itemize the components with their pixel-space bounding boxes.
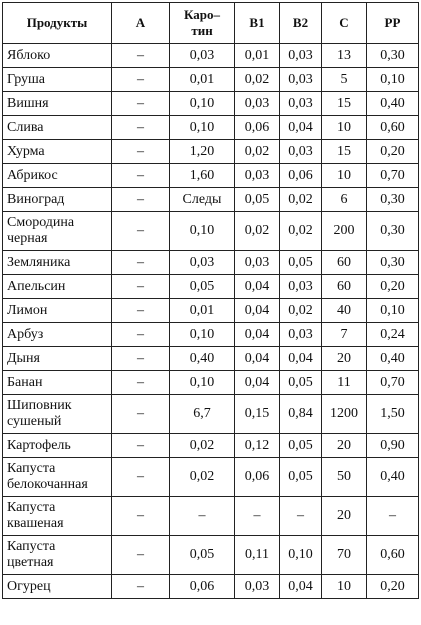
b1-value: 0,05 [235, 188, 280, 212]
table-row [3, 188, 419, 212]
b1-value: 0,04 [235, 323, 280, 347]
product-name: Слива [3, 116, 112, 140]
b1-value: 0,03 [235, 164, 280, 188]
carotene-value: 0,10 [170, 371, 235, 395]
b1-value: 0,06 [235, 116, 280, 140]
b1-value: 0,02 [235, 140, 280, 164]
table-row [3, 92, 419, 116]
b2-value: 0,04 [280, 575, 322, 599]
b2-value: 0,06 [280, 164, 322, 188]
table-body [3, 44, 419, 599]
b1-value: 0,04 [235, 299, 280, 323]
b2-value: 0,03 [280, 323, 322, 347]
vitamin-a-value: – [112, 371, 170, 395]
pp-value: 0,30 [367, 44, 419, 68]
product-name: Лимон [3, 299, 112, 323]
header-vitamin-a: А [112, 3, 170, 44]
c-value: 10 [322, 575, 367, 599]
table-row [3, 116, 419, 140]
carotene-value: 0,10 [170, 92, 235, 116]
b1-value: 0,03 [235, 575, 280, 599]
pp-value: 0,40 [367, 92, 419, 116]
b2-value: 0,04 [280, 347, 322, 371]
product-name: Дыня [3, 347, 112, 371]
pp-value: 0,70 [367, 164, 419, 188]
c-value: 200 [322, 212, 367, 251]
product-name: Огурец [3, 575, 112, 599]
table-row [3, 68, 419, 92]
carotene-value: 0,01 [170, 68, 235, 92]
carotene-value: 6,7 [170, 395, 235, 434]
product-name: Груша [3, 68, 112, 92]
header-vitamin-c: С [322, 3, 367, 44]
b1-value: 0,15 [235, 395, 280, 434]
b2-value: 0,03 [280, 92, 322, 116]
c-value: 5 [322, 68, 367, 92]
b2-value: 0,05 [280, 434, 322, 458]
carotene-value: 0,10 [170, 116, 235, 140]
table-row [3, 212, 419, 251]
table-row [3, 371, 419, 395]
carotene-value: 0,02 [170, 458, 235, 497]
table-row [3, 536, 419, 575]
pp-value: 0,40 [367, 458, 419, 497]
vitamin-a-value: – [112, 575, 170, 599]
vitamin-a-value: – [112, 434, 170, 458]
pp-value: 0,20 [367, 275, 419, 299]
vitamin-a-value: – [112, 92, 170, 116]
pp-value: 0,40 [367, 347, 419, 371]
b1-value: 0,11 [235, 536, 280, 575]
vitamin-a-value: – [112, 116, 170, 140]
vitamin-a-value: – [112, 44, 170, 68]
b2-value: 0,05 [280, 251, 322, 275]
b2-value: 0,02 [280, 212, 322, 251]
pp-value: 0,30 [367, 251, 419, 275]
vitamin-a-value: – [112, 458, 170, 497]
product-name: Картофель [3, 434, 112, 458]
vitamin-a-value: – [112, 323, 170, 347]
carotene-value: 0,03 [170, 44, 235, 68]
product-name: Капуста квашеная [3, 497, 112, 536]
c-value: 40 [322, 299, 367, 323]
b2-value: 0,02 [280, 188, 322, 212]
c-value: 50 [322, 458, 367, 497]
vitamin-a-value: – [112, 299, 170, 323]
product-name: Земляника [3, 251, 112, 275]
carotene-value: 0,10 [170, 212, 235, 251]
pp-value: 0,10 [367, 68, 419, 92]
pp-value: 0,60 [367, 116, 419, 140]
header-vitamin-pp: РР [367, 3, 419, 44]
table-row [3, 323, 419, 347]
b2-value: 0,05 [280, 458, 322, 497]
b1-value: 0,03 [235, 92, 280, 116]
vitamin-a-value: – [112, 395, 170, 434]
b2-value: 0,10 [280, 536, 322, 575]
carotene-value: 0,05 [170, 275, 235, 299]
product-name: Капуста цветная [3, 536, 112, 575]
table-row [3, 275, 419, 299]
header-vitamin-b1: B1 [235, 3, 280, 44]
c-value: 60 [322, 275, 367, 299]
c-value: 70 [322, 536, 367, 575]
c-value: 13 [322, 44, 367, 68]
table-row [3, 164, 419, 188]
table-row [3, 434, 419, 458]
vitamin-a-value: – [112, 536, 170, 575]
c-value: 1200 [322, 395, 367, 434]
vitamin-a-value: – [112, 140, 170, 164]
table-row [3, 575, 419, 599]
table-row [3, 458, 419, 497]
product-name: Абрикос [3, 164, 112, 188]
pp-value: 0,70 [367, 371, 419, 395]
product-name: Смородина черная [3, 212, 112, 251]
carotene-value: 0,01 [170, 299, 235, 323]
pp-value: 0,30 [367, 212, 419, 251]
b1-value: 0,03 [235, 251, 280, 275]
pp-value: 0,20 [367, 575, 419, 599]
b2-value: 0,84 [280, 395, 322, 434]
pp-value: 0,30 [367, 188, 419, 212]
b1-value: 0,04 [235, 347, 280, 371]
carotene-value: 0,05 [170, 536, 235, 575]
product-name: Банан [3, 371, 112, 395]
header-products: Продукты [3, 3, 112, 44]
vitamin-a-value: – [112, 251, 170, 275]
c-value: 20 [322, 497, 367, 536]
product-name: Яблоко [3, 44, 112, 68]
product-name: Капуста белокочанная [3, 458, 112, 497]
carotene-value: 0,06 [170, 575, 235, 599]
product-name: Шиповник сушеный [3, 395, 112, 434]
product-name: Апельсин [3, 275, 112, 299]
carotene-value: 0,40 [170, 347, 235, 371]
table-row [3, 395, 419, 434]
b2-value: 0,05 [280, 371, 322, 395]
table-row [3, 347, 419, 371]
b2-value: – [280, 497, 322, 536]
header-row [3, 3, 419, 44]
table-row [3, 299, 419, 323]
b1-value: 0,12 [235, 434, 280, 458]
c-value: 20 [322, 434, 367, 458]
c-value: 6 [322, 188, 367, 212]
vitamin-a-value: – [112, 347, 170, 371]
table-row [3, 497, 419, 536]
vitamin-a-value: – [112, 275, 170, 299]
carotene-value: 0,02 [170, 434, 235, 458]
product-name: Виноград [3, 188, 112, 212]
carotene-value: 1,20 [170, 140, 235, 164]
pp-value: 0,90 [367, 434, 419, 458]
c-value: 60 [322, 251, 367, 275]
c-value: 7 [322, 323, 367, 347]
c-value: 11 [322, 371, 367, 395]
vitamin-table [2, 2, 419, 599]
carotene-value: 0,10 [170, 323, 235, 347]
pp-value: 0,20 [367, 140, 419, 164]
pp-value: 0,24 [367, 323, 419, 347]
c-value: 15 [322, 140, 367, 164]
product-name: Хурма [3, 140, 112, 164]
b1-value: – [235, 497, 280, 536]
vitamin-a-value: – [112, 68, 170, 92]
header-vitamin-b2: B2 [280, 3, 322, 44]
c-value: 10 [322, 116, 367, 140]
pp-value: 1,50 [367, 395, 419, 434]
table-row [3, 44, 419, 68]
carotene-value: – [170, 497, 235, 536]
b1-value: 0,06 [235, 458, 280, 497]
b2-value: 0,04 [280, 116, 322, 140]
pp-value: 0,10 [367, 299, 419, 323]
vitamin-a-value: – [112, 497, 170, 536]
carotene-value: 1,60 [170, 164, 235, 188]
table-row [3, 140, 419, 164]
b2-value: 0,03 [280, 68, 322, 92]
b2-value: 0,02 [280, 299, 322, 323]
product-name: Вишня [3, 92, 112, 116]
b2-value: 0,03 [280, 275, 322, 299]
carotene-value: Следы [170, 188, 235, 212]
b1-value: 0,02 [235, 212, 280, 251]
b2-value: 0,03 [280, 140, 322, 164]
b1-value: 0,04 [235, 275, 280, 299]
b1-value: 0,02 [235, 68, 280, 92]
product-name: Арбуз [3, 323, 112, 347]
c-value: 15 [322, 92, 367, 116]
b2-value: 0,03 [280, 44, 322, 68]
carotene-value: 0,03 [170, 251, 235, 275]
pp-value: 0,60 [367, 536, 419, 575]
c-value: 20 [322, 347, 367, 371]
table-row [3, 251, 419, 275]
b1-value: 0,01 [235, 44, 280, 68]
vitamin-a-value: – [112, 164, 170, 188]
c-value: 10 [322, 164, 367, 188]
header-carotene: Каро– тин [170, 3, 235, 44]
b1-value: 0,04 [235, 371, 280, 395]
vitamin-a-value: – [112, 212, 170, 251]
pp-value: – [367, 497, 419, 536]
vitamin-a-value: – [112, 188, 170, 212]
